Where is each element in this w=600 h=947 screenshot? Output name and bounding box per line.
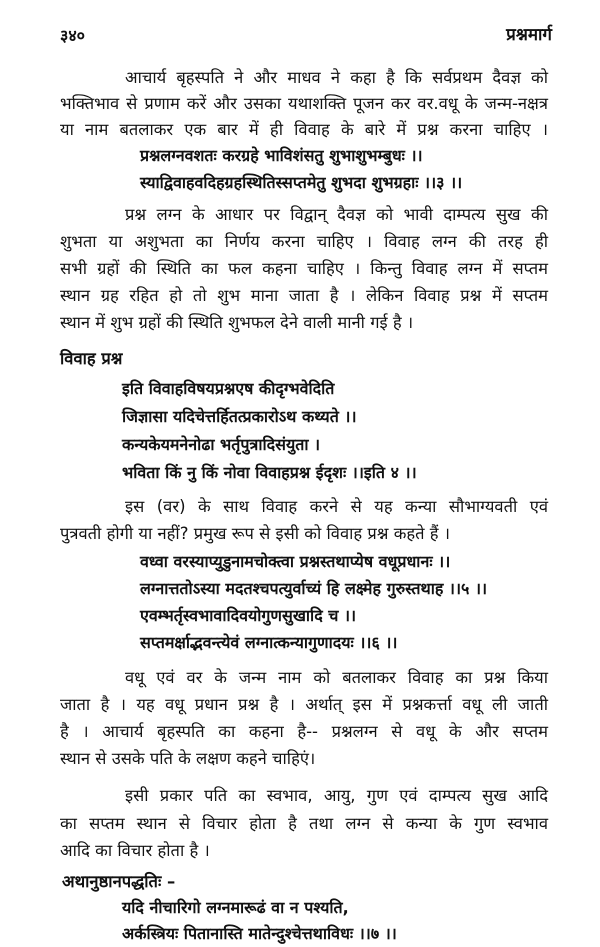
verse-4-line-4: भविता किं नु किं नोवा विवाहप्रश्न ईदृशः ।।इति ४ ।। bbox=[122, 463, 417, 482]
page-number: ३४० bbox=[60, 26, 85, 45]
paragraph-1-line-2: भक्तिभाव से प्रणाम करें और उसका यथाशक्ति पूजन कर वर.वधू के जन्म-नक्षत्र bbox=[60, 94, 548, 113]
paragraph-1-line-1: आचार्य बृहस्पति ने और माधव ने कहा है कि सर्वप्रथम दैवज्ञ को bbox=[125, 68, 548, 87]
paragraph-5-line-3: आदि का विचार होता है । bbox=[60, 841, 210, 860]
verse-4-line-2: जिज्ञासा यदिचेत्तर्हितत्प्रकारोऽथ कथ्यते ।। bbox=[122, 407, 357, 426]
verse-7-line-1: यदि नीचारिगो लग्नमारूढं वा न पश्यति, bbox=[122, 898, 349, 917]
paragraph-1-line-3: या नाम बतलाकर एक बार में ही विवाह के बारे में प्रश्न करना चाहिए । bbox=[60, 120, 548, 139]
verse-4-line-3: कन्यकेयमनेनोढा भर्तृपुत्रादिसंयुता । bbox=[122, 435, 321, 454]
paragraph-4-line-1: वधू एवं वर के जन्म नाम को बतलाकर विवाह का प्रश्न किया bbox=[125, 668, 548, 687]
paragraph-3-line-2: पुत्रवती होगी या नहीं? प्रमुख रूप से इसी को विवाह प्रश्न कहते हैं । bbox=[60, 524, 451, 543]
paragraph-4-line-2: जाता है । यह वधू प्रधान प्रश्न है । अर्थात् इस में प्रश्नकर्त्ता वधू ली जाती bbox=[60, 695, 548, 714]
paragraph-3-line-1: इस (वर) के साथ विवाह करने से यह कन्या सौभाग्यवती एवं bbox=[125, 497, 548, 516]
paragraph-2-line-3: सभी ग्रहों की स्थिति का फल कहना चाहिए । किन्तु विवाह लग्न में सप्तम bbox=[60, 259, 548, 278]
verse-7-line-2: अर्कस्त्रियः पितानास्ति मातेन्दुश्चेत्तथाविधः ।।७ ।। bbox=[122, 924, 397, 943]
paragraph-2-line-1: प्रश्न लग्न के आधार पर विद्वान् दैवज्ञ को भावी दाम्पत्य सुख की bbox=[125, 205, 548, 224]
section-heading-anushthana-paddhati: अथानुष्ठानपद्धतिः – bbox=[62, 872, 176, 891]
paragraph-5-line-2: का सप्तम स्थान से विचार होता है तथा लग्न से कन्या के गुण स्वभाव bbox=[60, 814, 548, 833]
verse-6-line-2: सप्तमर्क्षाद्भवन्त्येवं लग्नात्कन्यागुणादयः ।।६ ।। bbox=[140, 633, 398, 652]
verse-3-line-2: स्याद्विवाहवदिहग्रहस्थितिस्सप्तमेतु शुभदा शुभग्रहाः ।।३ ।। bbox=[140, 173, 463, 192]
paragraph-4-line-3: है । आचार्य बृहस्पति का कहना है-- प्रश्नलग्न से वधू के और सप्तम bbox=[60, 722, 548, 741]
paragraph-2-line-2: शुभता या अशुभता का निर्णय करना चाहिए । विवाह लग्न की तरह ही bbox=[60, 232, 548, 251]
verse-4-line-1: इति विवाहविषयप्रश्नएष कीदृग्भवेदिति bbox=[122, 379, 335, 398]
paragraph-2-line-5: स्थान में शुभ ग्रहों की स्थिति शुभफल देने वाली मानी गई है । bbox=[60, 313, 414, 332]
paragraph-4-line-4: स्थान से उसके पति के लक्षण कहने चाहिएं। bbox=[60, 749, 316, 768]
verse-6-line-1: एवम्भर्तृस्वभावादिवयोगुणसुखादि च ।। bbox=[140, 606, 357, 625]
running-title: प्रश्नमार्ग bbox=[506, 25, 552, 45]
verse-5-line-2: लग्नात्ततोऽस्या मदतश्चपत्युर्वाच्यं हि लक्ष्मेह गुरुस्तथाह ।।५ ।। bbox=[140, 579, 488, 598]
paragraph-2-line-4: स्थान ग्रह रहित हो तो शुभ माना जाता है । लेकिन विवाह प्रश्न में सप्तम bbox=[60, 286, 548, 305]
verse-5-line-1: वध्वा वरस्याप्युडुनामचोक्त्वा प्रश्नस्तथाप्येष वधूप्रधानः ।। bbox=[140, 552, 451, 571]
paragraph-5-line-1: इसी प्रकार पति का स्वभाव, आयु, गुण एवं दाम्पत्य सुख आदि bbox=[125, 786, 548, 805]
section-heading-vivah-prashna: विवाह प्रश्न bbox=[60, 349, 123, 368]
verse-3-line-1: प्रश्नलग्नवशतः करग्रहे भाविशंसतु शुभाशुभम्बुधः ।। bbox=[140, 146, 423, 165]
